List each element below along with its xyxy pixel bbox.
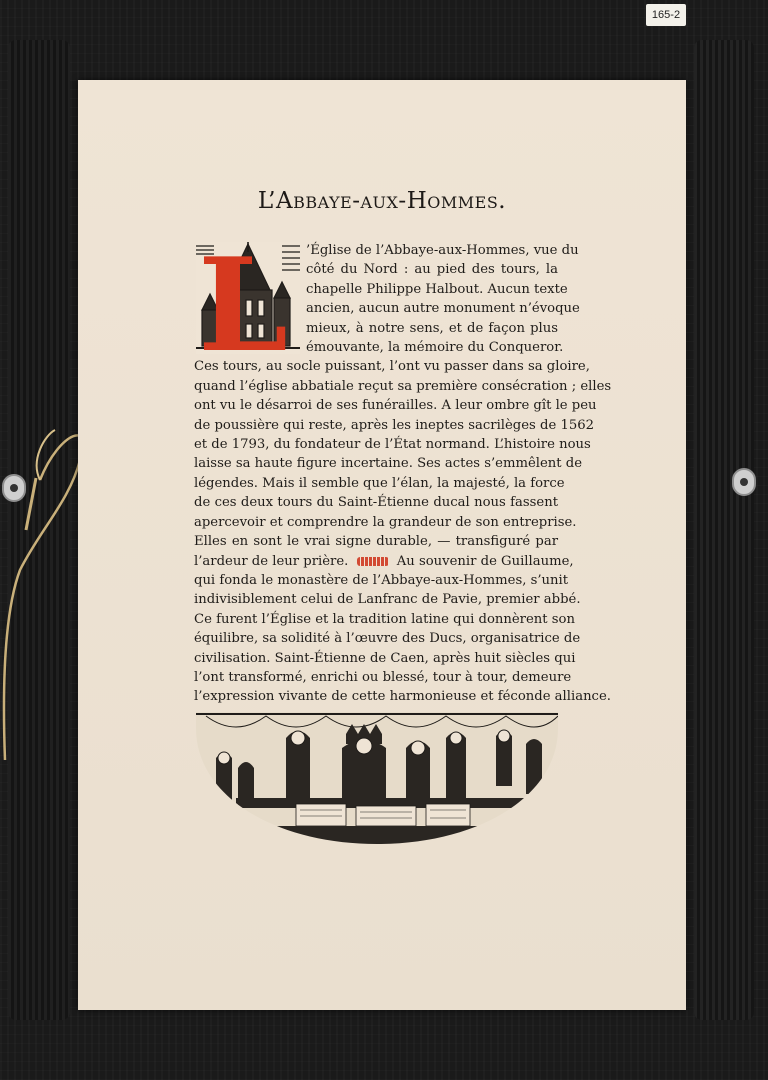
text-line: civilisation. Saint-Étienne de Caen, après huit siècles qui — [194, 650, 576, 666]
text-line: l’expression vivante de cette harmonieuse et féconde alliance. — [194, 689, 611, 705]
text-line: ont vu le désarroi de ses funérailles. A leur ombre gît le peu — [194, 398, 597, 414]
text-line: et de 1793, du fondateur de l’État normand. L’histoire nous — [194, 437, 591, 453]
text-line: Elles en sont le vrai signe durable, — transfiguré par — [194, 534, 558, 550]
text-fragment: l’ardeur de leur prière. — [194, 553, 349, 569]
text-line: Ce furent l’Église et la tradition latine qui donnèrent son — [194, 611, 575, 627]
body-text — [194, 241, 612, 707]
text-line: émouvante, la mémoire du Conqueror. — [306, 340, 564, 356]
red-ornament-icon — [357, 557, 389, 566]
text-line: ancien, aucun autre monument n’évoque — [306, 301, 580, 317]
text-fragment: Au souvenir de Guillaume, — [396, 553, 574, 569]
dropcap-letter: L — [198, 242, 288, 354]
printed-page — [78, 80, 686, 1010]
text-line: apercevoir et comprendre la grandeur de son entreprise. — [194, 514, 577, 530]
text-line: Ces tours, au socle puissant, l’ont vu passer dans sa gloire, — [194, 359, 590, 375]
page-title: L’Abbaye-aux-Hommes. — [257, 188, 507, 214]
text-line: de ces deux tours du Saint-Étienne ducal nous fassent — [194, 495, 558, 511]
frame-right-border — [694, 40, 754, 1020]
text-line: légendes. Mais il semble que l’élan, la majesté, la force — [194, 475, 565, 491]
hanging-string — [0, 420, 90, 760]
frame-clip-left — [2, 474, 26, 502]
text-line: côté du Nord : au pied des tours, la — [306, 262, 558, 278]
text-line: l’ont transformé, enrichi ou blessé, tour à tour, demeure — [194, 669, 572, 685]
text-line: indivisiblement celui de Lanfranc de Pavie, premier abbé. — [194, 592, 581, 608]
text-line: équilibre, sa solidité à l’œuvre des Ducs, organisatrice de — [194, 631, 581, 647]
text-line: chapelle Philippe Halbout. Aucun texte — [306, 281, 568, 297]
text-line: quand l’église abbatiale reçut sa première consécration ; elles — [194, 378, 612, 394]
text-line: de poussière qui reste, après les ineptes sacrilèges de 1562 — [194, 417, 595, 433]
text-line: laisse sa haute figure incertaine. Ses actes s’emmêlent de — [194, 456, 583, 472]
text-line-with-ornament — [194, 552, 574, 571]
frame-clip-right — [732, 468, 756, 496]
text-line: qui fonda le monastère de l’Abbaye-aux-Hommes, s’unit — [194, 572, 569, 588]
inventory-tag: 165-2 — [646, 4, 686, 26]
text-line: mieux, à notre sens, et de façon plus — [306, 320, 558, 336]
woodcut-illustration — [196, 708, 558, 844]
text-line: ’Église de l’Abbaye-aux-Hommes, vue du — [306, 243, 579, 258]
